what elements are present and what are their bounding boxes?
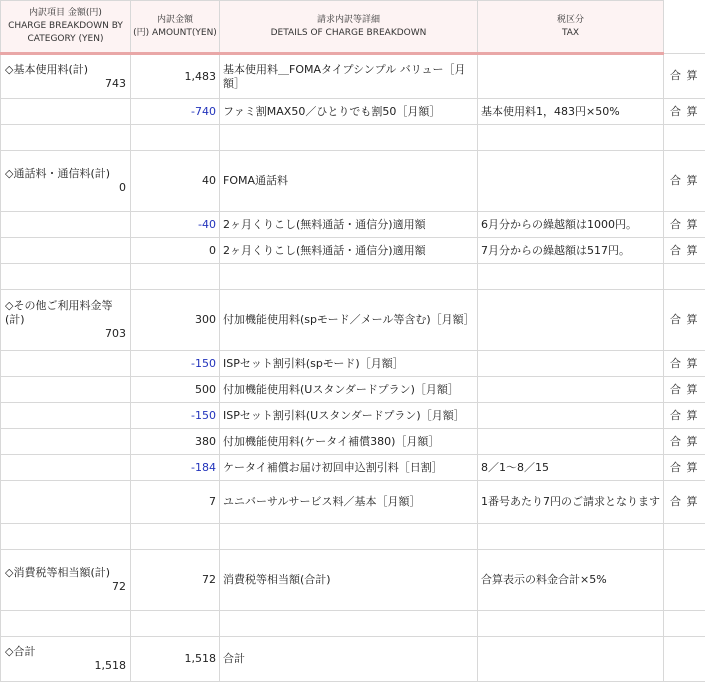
charge-name-cell: 合計: [220, 637, 478, 682]
charge-name-cell: ISPセット割引料(Uスタンダードプラン)［月額］: [220, 403, 478, 429]
charge-name-cell: ケータイ補償お届け初回申込割引料［日割］: [220, 455, 478, 481]
charge-detail-cell: 8／1〜8／15: [478, 455, 664, 481]
category-cell: [1, 54, 131, 99]
charge-name-cell: FOMA通話料: [220, 151, 478, 212]
charge-name-cell: 付加機能使用料(Uスタンダードプラン)［月額］: [220, 377, 478, 403]
category-name: ◇合計: [5, 645, 36, 658]
charge-name-cell: [220, 264, 478, 290]
amount-cell: 300: [131, 290, 220, 351]
category-cell: [1, 550, 131, 611]
charge-detail-cell: [478, 637, 664, 682]
amount-cell: 1,518: [131, 637, 220, 682]
tax-cell: [664, 550, 705, 611]
charge-detail-cell: [478, 524, 664, 550]
tax-cell: 合 算: [664, 54, 705, 99]
tax-cell: 合 算: [664, 99, 705, 125]
tax-cell: [664, 524, 705, 550]
charge-name-cell: ファミ割MAX50／ひとりでも割50［月額］: [220, 99, 478, 125]
category-name: ◇消費税等相当額(計): [5, 566, 111, 579]
tax-cell: [664, 264, 705, 290]
tax-cell: [664, 611, 705, 637]
category-cell: [1, 238, 131, 264]
charge-detail-cell: [478, 290, 664, 351]
category-cell: [1, 212, 131, 238]
table-row: [1, 290, 705, 351]
tax-cell: 合 算: [664, 455, 705, 481]
category-cell: [1, 125, 131, 151]
charge-name-cell: 基本使用料＿FOMAタイプシンプル バリュー［月額］: [220, 54, 478, 99]
charge-detail-cell: [478, 611, 664, 637]
category-cell: [1, 455, 131, 481]
tax-cell: 合 算: [664, 351, 705, 377]
amount-cell: 40: [131, 151, 220, 212]
tax-cell: [664, 125, 705, 151]
charge-name-cell: [220, 524, 478, 550]
table-row: [1, 429, 705, 455]
table-row: [1, 455, 705, 481]
header-tax: 税区分 TAX: [478, 1, 664, 54]
category-amount: 1,518: [94, 659, 126, 672]
table-row: [1, 637, 705, 682]
table-row: [1, 99, 705, 125]
charge-detail-cell: 基本使用料1，483円×50%: [478, 99, 664, 125]
tax-cell: 合 算: [664, 377, 705, 403]
charge-name-cell: [220, 125, 478, 151]
category-cell: [1, 264, 131, 290]
table-row: [1, 238, 705, 264]
table-row: [1, 377, 705, 403]
amount-cell: [131, 125, 220, 151]
table-row: [1, 54, 705, 99]
amount-cell: 380: [131, 429, 220, 455]
category-amount: 0: [119, 181, 126, 194]
tax-cell: [664, 637, 705, 682]
table-row: [1, 481, 705, 524]
table-row: [1, 212, 705, 238]
charge-name-cell: ユニバーサルサービス料／基本［月額］: [220, 481, 478, 524]
amount-cell: [131, 611, 220, 637]
header-row: [1, 1, 705, 54]
amount-cell: [131, 264, 220, 290]
category-amount: 703: [105, 327, 126, 340]
charge-name-cell: 消費税等相当額(合計): [220, 550, 478, 611]
charge-detail-cell: [478, 377, 664, 403]
amount-cell: 72: [131, 550, 220, 611]
amount-cell: 1,483: [131, 54, 220, 99]
table-row: [1, 611, 705, 637]
charge-detail-cell: [478, 125, 664, 151]
category-cell: [1, 429, 131, 455]
charge-detail-cell: [478, 264, 664, 290]
charge-name-cell: 付加機能使用料(ケータイ補償380)［月額］: [220, 429, 478, 455]
category-amount: 743: [105, 76, 126, 90]
charge-name-cell: 付加機能使用料(spモード／メール等含む)［月額］: [220, 290, 478, 351]
category-cell: [1, 99, 131, 125]
amount-cell: 7: [131, 481, 220, 524]
amount-cell: -150: [131, 403, 220, 429]
charge-detail-cell: 1番号あたり7円のご請求となります: [478, 481, 664, 524]
category-cell: [1, 351, 131, 377]
amount-cell: -184: [131, 455, 220, 481]
tax-cell: 合 算: [664, 481, 705, 524]
category-cell: [1, 524, 131, 550]
table-row: [1, 403, 705, 429]
category-cell: [1, 481, 131, 524]
charge-detail-cell: 6月分からの繰越額は1000円。: [478, 212, 664, 238]
amount-cell: -740: [131, 99, 220, 125]
category-cell: [1, 377, 131, 403]
category-cell: [1, 637, 131, 682]
charge-detail-cell: [478, 429, 664, 455]
category-cell: [1, 611, 131, 637]
category-amount: 72: [112, 580, 126, 593]
header-category: 内訳項目 金額(円) CHARGE BREAKDOWN BY CATEGORY (YEN): [1, 1, 131, 54]
amount-cell: -150: [131, 351, 220, 377]
amount-cell: [131, 524, 220, 550]
charge-detail-cell: 合算表示の料金合計×5%: [478, 550, 664, 611]
table-row: [1, 524, 705, 550]
category-name: ◇その他ご利用料金等(計): [5, 299, 113, 326]
amount-cell: 0: [131, 238, 220, 264]
charge-detail-cell: [478, 351, 664, 377]
charge-name-cell: 2ヶ月くりこし(無料通話・通信分)適用額: [220, 238, 478, 264]
table-row: [1, 151, 705, 212]
category-cell: [1, 403, 131, 429]
charge-name-cell: 2ヶ月くりこし(無料通話・通信分)適用額: [220, 212, 478, 238]
charge-detail-cell: [478, 54, 664, 99]
category-name: ◇通話料・通信料(計): [5, 167, 111, 180]
table-row: [1, 125, 705, 151]
charge-detail-cell: [478, 151, 664, 212]
tax-cell: 合 算: [664, 238, 705, 264]
tax-cell: 合 算: [664, 429, 705, 455]
category-name: ◇基本使用料(計): [5, 62, 89, 76]
charge-name-cell: ISPセット割引料(spモード)［月額］: [220, 351, 478, 377]
charge-detail-cell: [478, 403, 664, 429]
charge-name-cell: [220, 611, 478, 637]
amount-cell: -40: [131, 212, 220, 238]
tax-cell: 合 算: [664, 151, 705, 212]
amount-cell: 500: [131, 377, 220, 403]
header-amount: 内訳金額 (円) AMOUNT(YEN): [131, 1, 220, 54]
tax-cell: 合 算: [664, 212, 705, 238]
table-row: [1, 550, 705, 611]
tax-cell: 合 算: [664, 290, 705, 351]
charge-detail-cell: 7月分からの繰越額は517円。: [478, 238, 664, 264]
header-details: 請求内訳等詳細 DETAILS OF CHARGE BREAKDOWN: [220, 1, 478, 54]
category-cell: [1, 290, 131, 351]
category-cell: [1, 151, 131, 212]
tax-cell: 合 算: [664, 403, 705, 429]
table-row: [1, 351, 705, 377]
table-row: [1, 264, 705, 290]
